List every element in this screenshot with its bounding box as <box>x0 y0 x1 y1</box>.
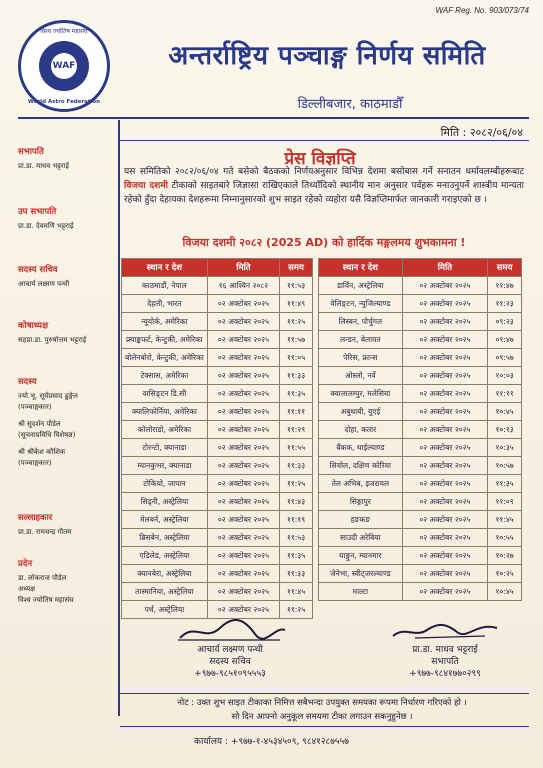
table-row <box>319 385 522 403</box>
table-row <box>122 475 313 493</box>
place-cell: साउदी अरेबिया <box>319 529 403 547</box>
date-cell: ०२ अक्टोबर २०२५ <box>402 421 487 439</box>
time-cell: ११:३३ <box>280 565 313 583</box>
place-cell: न्यूयोर्क, अमेरिका <box>122 313 208 331</box>
date-cell: ०२ अक्टोबर २०२५ <box>207 295 279 313</box>
place-cell: डार्विन, अस्ट्रेलिया <box>319 277 403 295</box>
sidebar-line: अध्यक्ष <box>18 585 36 593</box>
place-cell: क्यानबेरा, अस्ट्रेलिया <box>122 565 208 583</box>
sidebar-line: सहप्रा.डा. पुरुषोत्तम भट्टराई <box>18 336 87 344</box>
sidebar-line: (पञ्चाङ्गकार) <box>18 403 52 411</box>
time-cell: ११:३३ <box>280 367 313 385</box>
date-cell: ०२ अक्टोबर २०२५ <box>207 313 279 331</box>
table-row <box>122 277 313 295</box>
table-row <box>122 349 313 367</box>
place-cell: पर्थ, अस्ट्रेलिया <box>122 601 208 619</box>
place-cell: माल्टा <box>319 583 403 601</box>
table-row <box>122 565 313 583</box>
time-cell: ११:३५ <box>488 475 522 493</box>
time-cell: १०:२५ <box>488 565 522 583</box>
date-cell: ०२ अक्टोबर २०२५ <box>207 565 279 583</box>
sidebar-line: ज्यो.भू. सूर्यप्रसाद ढुङ्गेल <box>18 392 78 400</box>
place-cell: क्वालालम्पुर, मलेसिया <box>319 385 403 403</box>
date-cell: ०२ अक्टोबर २०२५ <box>207 547 279 565</box>
date-cell: ०२ अक्टोबर २०२५ <box>207 475 279 493</box>
seal-top-text: विश्व ज्योतिष महासंघ <box>40 28 88 35</box>
date-cell: ०२ अक्टोबर २०२५ <box>207 421 279 439</box>
time-cell: ११:५३ <box>280 529 313 547</box>
date-cell: ०२ अक्टोबर २०२५ <box>207 583 279 601</box>
seal-inner-circle <box>39 41 89 91</box>
sidebar-chair <box>18 146 124 172</box>
press-release-title: प्रेस विज्ञप्ति <box>284 149 356 169</box>
sidebar-heading: उप सभापति <box>18 207 57 217</box>
date-cell: ०२ अक्टोबर २०२५ <box>402 529 487 547</box>
body-text-part2: टीकाको साइतबारे जिज्ञासा राखिएकाले तिथ्याँदिको स्थानीय मान अनुसार पर्वहरू मनाउनुपर्ने शास्त्रीय मान्यता रहेको हुँदा देहायका देशहरूमा निम्नानुसारको शुभ साइत रहेको व्यहोरा यसै विज्ञप्तिमार्फत जानकारी गराइएको छ । <box>124 181 524 205</box>
signature-chair <box>355 618 535 680</box>
document-date: मिति : २०८२/०६/०४ <box>440 126 523 139</box>
place-cell: वासिङ्टन डि.सी <box>122 385 208 403</box>
muhurta-table-right <box>318 258 522 601</box>
table-row <box>319 367 522 385</box>
table-header-row <box>319 259 522 277</box>
signature-mark <box>355 618 535 644</box>
table-row <box>122 583 313 601</box>
time-cell: ११:२५ <box>280 601 313 619</box>
table-row <box>122 439 313 457</box>
date-cell: ०२ अक्टोबर २०२५ <box>402 475 487 493</box>
place-cell: तास्मानिया, अस्ट्रेलिया <box>122 583 208 601</box>
place-cell: कोलोराडो, अमेरिका <box>122 421 208 439</box>
time-cell: ११:५७ <box>280 331 313 349</box>
table-row <box>122 331 313 349</box>
sidebar-vice-chair <box>18 206 124 232</box>
body-text-part1: यस समितिको २०८२/०६/०४ गते बसेको बैठकको निर्णयअनुसार विभिन्न देशमा बसोबास गर्ने सनातन धर्मावलम्बीहरूबाट <box>124 167 524 177</box>
note-line-2: सो दिन आफ्नो अनुकूल समयमा टीका लगाउन सकनुहुनेछ । <box>231 712 413 722</box>
table-row <box>122 367 313 385</box>
sidebar-line: प्रा.डा. रामचन्द्र गौतम <box>18 528 72 536</box>
date-cell: ०२ अक्टोबर २०२५ <box>207 439 279 457</box>
table-row <box>122 385 313 403</box>
time-cell: ११:५३ <box>280 277 313 295</box>
organization-title: अन्तर्राष्ट्रिय पञ्चाङ्ग निर्णय समिति <box>168 41 486 71</box>
date-header: मिति <box>207 259 279 277</box>
place-cell: एडिलेड, अस्ट्रेलिया <box>122 547 208 565</box>
muhurta-table-left <box>121 258 313 619</box>
table-row <box>319 403 522 421</box>
body-highlight: विजया दशमी <box>124 181 168 191</box>
time-cell: १०:२७ <box>488 547 522 565</box>
table-row <box>319 349 522 367</box>
table-row <box>122 457 313 475</box>
sidebar-line: श्री श्रीकेश कौशिक <box>18 448 66 456</box>
date-cell: ०२ अक्टोबर २०२५ <box>402 295 487 313</box>
date-cell: ०२ अक्टोबर २०२५ <box>207 601 279 619</box>
time-header: समय <box>488 259 522 277</box>
sidebar-line: आचार्य लक्ष्मण पन्थी <box>18 280 70 288</box>
date-cell: ०२ अक्टोबर २०२५ <box>207 385 279 403</box>
sidebar-line: डा. लोकराज पौडेल <box>18 574 67 582</box>
sidebar-heading: सभापति <box>18 147 44 157</box>
date-cell: ०२ अक्टोबर २०२५ <box>207 529 279 547</box>
sidebar-line: (सूचनाप्रविधि विशेषज्ञ) <box>18 431 76 439</box>
sidebar-heading: सल्लाहकार <box>18 513 53 523</box>
table-row <box>122 493 313 511</box>
sidebar-treasurer <box>18 320 124 346</box>
federation-seal-logo <box>18 20 110 112</box>
date-cell: ०२ अक्टोबर २०२५ <box>402 277 487 295</box>
date-cell: ०२ अक्टोबर २०२५ <box>207 493 279 511</box>
place-cell: जेनेभा, स्वीट्जरल्याण्ड <box>319 565 403 583</box>
signatory-phone: +९७७-९८४१७७०२९९ <box>409 669 481 679</box>
date-cell: ०२ अक्टोबर २०२५ <box>402 583 487 601</box>
time-cell: ११:२९ <box>280 421 313 439</box>
header-divider <box>18 117 529 119</box>
date-cell: ०२ अक्टोबर २०२५ <box>402 457 487 475</box>
table-header-row <box>122 259 313 277</box>
time-cell: ११:१९ <box>280 511 313 529</box>
table-row <box>319 421 522 439</box>
table-row <box>319 583 522 601</box>
place-cell: टेक्सास, अमेरिका <box>122 367 208 385</box>
time-cell: ११:११ <box>488 385 522 403</box>
place-cell: ओस्लो, नर्वे <box>319 367 403 385</box>
committee-sidebar <box>8 120 120 716</box>
sidebar-advisor <box>18 512 124 538</box>
date-cell: ०२ अक्टोबर २०२५ <box>207 457 279 475</box>
organization-address: डिल्लीबजार, काठमाडौँ <box>297 97 403 112</box>
date-cell: ०२ अक्टोबर २०२५ <box>402 313 487 331</box>
table-row <box>319 511 522 529</box>
place-cell: क्यालिफोर्निया, अमेरिका <box>122 403 208 421</box>
date-header: मिति <box>402 259 487 277</box>
time-cell: ११:३३ <box>280 457 313 475</box>
date-cell: ०२ अक्टोबर २०२५ <box>402 367 487 385</box>
table-row <box>319 475 522 493</box>
signature-scribble-icon <box>385 618 505 644</box>
sidebar-line: प्रा.डा. देवमणि भट्टराई <box>18 222 74 230</box>
sidebar-line: विश्व ज्योतिष महासंघ <box>18 596 74 604</box>
table-row <box>319 439 522 457</box>
table-row <box>122 601 313 619</box>
date-cell: १६ आश्विन २०८२ <box>207 277 279 295</box>
place-cell: मेलबर्न, अस्ट्रेलिया <box>122 511 208 529</box>
place-cell: वेलिङ्टन, न्युजिल्याण्ड <box>319 295 403 313</box>
table-row <box>319 529 522 547</box>
sidebar-ex-officio <box>18 558 124 606</box>
time-cell: ११:०९ <box>488 493 522 511</box>
date-cell: ०२ अक्टोबर २०२५ <box>207 367 279 385</box>
place-cell: लिस्बन, पोर्चुगल <box>319 313 403 331</box>
place-cell: दोहा, कतार <box>319 421 403 439</box>
place-cell: देहली, भारत <box>122 295 208 313</box>
time-cell: ०९:५७ <box>488 349 522 367</box>
time-header: समय <box>280 259 313 277</box>
date-cell: ०२ अक्टोबर २०२५ <box>402 331 487 349</box>
signature-secretary <box>140 618 320 680</box>
date-cell: ०२ अक्टोबर २०२५ <box>402 349 487 367</box>
signature-scribble-icon <box>170 618 290 644</box>
place-cell: सिङ्गापुर <box>319 493 403 511</box>
sidebar-line: प्रा.डा. माधव भट्टराई <box>18 162 69 170</box>
sidebar-line: (पञ्चाङ्गकार) <box>18 459 52 467</box>
sidebar-heading: सदस्य सचिव <box>18 265 58 275</box>
place-cell: काठमाडौं, नेपाल <box>122 277 208 295</box>
time-cell: ११:३५ <box>280 547 313 565</box>
signatory-name: आचार्य लक्ष्मण पन्थी <box>197 645 263 655</box>
time-cell: १०:४५ <box>488 583 522 601</box>
date-divider <box>120 140 529 141</box>
place-cell: बैंकक, थाईल्याण्ड <box>319 439 403 457</box>
place-cell: तेल अभिब, इजरायल <box>319 475 403 493</box>
place-header: स्थान र देश <box>122 259 208 277</box>
table-row <box>122 511 313 529</box>
place-cell: अबुधाबी, युएई <box>319 403 403 421</box>
signatory-phone: +९७७-९८५१०९५५५३ <box>194 669 266 679</box>
time-cell: १०:५५ <box>488 529 522 547</box>
time-cell: १०:४५ <box>488 403 522 421</box>
signature-mark <box>140 618 320 644</box>
sidebar-heading: कोषाध्यक्ष <box>18 321 49 331</box>
time-cell: ११:४५ <box>280 583 313 601</box>
signatory-name: प्रा.डा. माधव भट्टराई <box>412 645 478 655</box>
place-cell: सिड्नी, अस्ट्रेलिया <box>122 493 208 511</box>
seal-center-text: WAF <box>51 53 77 79</box>
place-cell: हङकङ <box>319 511 403 529</box>
date-cell: ०२ अक्टोबर २०२५ <box>207 511 279 529</box>
time-cell: ०९:२३ <box>488 313 522 331</box>
time-cell: ११:४७ <box>488 277 522 295</box>
table-row <box>319 277 522 295</box>
place-cell: याङ्गुन, म्यानमार <box>319 547 403 565</box>
time-cell: ११:०५ <box>280 349 313 367</box>
time-cell: १०:०३ <box>488 367 522 385</box>
table-row <box>319 457 522 475</box>
place-cell: ब्रिसबेन, अस्ट्रेलिया <box>122 529 208 547</box>
place-cell: लन्डन, बेलायत <box>319 331 403 349</box>
table-row <box>319 313 522 331</box>
office-contact: कार्यालय : +९७७-१-४५३४५०९, ९८४१२८७५५७ <box>194 737 349 747</box>
time-cell: ११:२५ <box>280 313 313 331</box>
table-row <box>122 295 313 313</box>
date-cell: ०२ अक्टोबर २०२५ <box>402 565 487 583</box>
table-row <box>122 313 313 331</box>
sidebar-heading: प्रदेन <box>18 559 33 569</box>
time-cell: ११:११ <box>280 403 313 421</box>
date-cell: ०२ अक्टोबर २०२५ <box>402 547 487 565</box>
time-cell: ०९:४७ <box>488 331 522 349</box>
table-row <box>319 565 522 583</box>
date-cell: ०२ अक्टोबर २०२५ <box>207 349 279 367</box>
table-row <box>122 403 313 421</box>
date-cell: ०२ अक्टोबर २०२५ <box>402 385 487 403</box>
time-cell: १०:३५ <box>488 439 522 457</box>
signatory-role: सभापति <box>431 657 459 667</box>
table-row <box>319 547 522 565</box>
time-cell: १०:१३ <box>488 421 522 439</box>
time-cell: ११:२३ <box>488 295 522 313</box>
sidebar-line: श्री सुदर्शन पौडेल <box>18 420 61 428</box>
date-cell: ०२ अक्टोबर २०२५ <box>402 439 487 457</box>
festival-greeting: विजया दशमी २०८२ (2025 AD) को हार्दिक मङ्गलमय शुभकामना ! <box>182 236 466 249</box>
time-cell: ११:३५ <box>280 385 313 403</box>
sidebar-members <box>18 376 124 469</box>
date-cell: ०२ अक्टोबर २०२५ <box>207 403 279 421</box>
press-release-body <box>124 165 524 207</box>
place-cell: सियोल, दक्षिण कोरिया <box>319 457 403 475</box>
sidebar-secretary <box>18 264 124 290</box>
date-cell: ०२ अक्टोबर २०२५ <box>402 403 487 421</box>
table-row <box>122 421 313 439</box>
table-row <box>319 331 522 349</box>
table-row <box>122 529 313 547</box>
place-cell: टोरन्टो, क्यानाडा <box>122 439 208 457</box>
table-row <box>319 295 522 313</box>
date-cell: ०२ अक्टोबर २०२५ <box>207 331 279 349</box>
place-cell: बोलेनबोरो, केन्टुकी, अमेरिका <box>122 349 208 367</box>
time-cell: ११:४५ <box>488 511 522 529</box>
time-cell: ११:२५ <box>280 475 313 493</box>
sidebar-heading: सदस्य <box>18 377 37 387</box>
table-row <box>122 547 313 565</box>
place-cell: फ्र्याङ्कफर्ट, केन्टुकी, अमेरिका <box>122 331 208 349</box>
time-cell: ११:५५ <box>280 439 313 457</box>
time-cell: १०:५७ <box>488 457 522 475</box>
signatory-role: सदस्य सचिव <box>209 657 251 667</box>
note-line-1: नोट : उक्त शुभ साइत टीकाका निमित्त सबैभन्दा उपयुक्त समयका रूपमा निर्धारण गरिएको हो । <box>177 698 467 708</box>
date-cell: ०२ अक्टोबर २०२५ <box>402 493 487 511</box>
place-header: स्थान र देश <box>319 259 403 277</box>
date-cell: ०२ अक्टोबर २०२५ <box>402 511 487 529</box>
registration-number: WAF Reg. No. 903/073/74 <box>435 6 529 15</box>
place-cell: म्यानकुभर, क्यानाडा <box>122 457 208 475</box>
time-cell: ११:४९ <box>280 295 313 313</box>
place-cell: पेरिस, फ्रान्स <box>319 349 403 367</box>
table-row <box>319 493 522 511</box>
seal-bottom-text: World Astro Federation <box>27 99 101 105</box>
time-cell: ११:४३ <box>280 493 313 511</box>
place-cell: टोकियो, जापान <box>122 475 208 493</box>
